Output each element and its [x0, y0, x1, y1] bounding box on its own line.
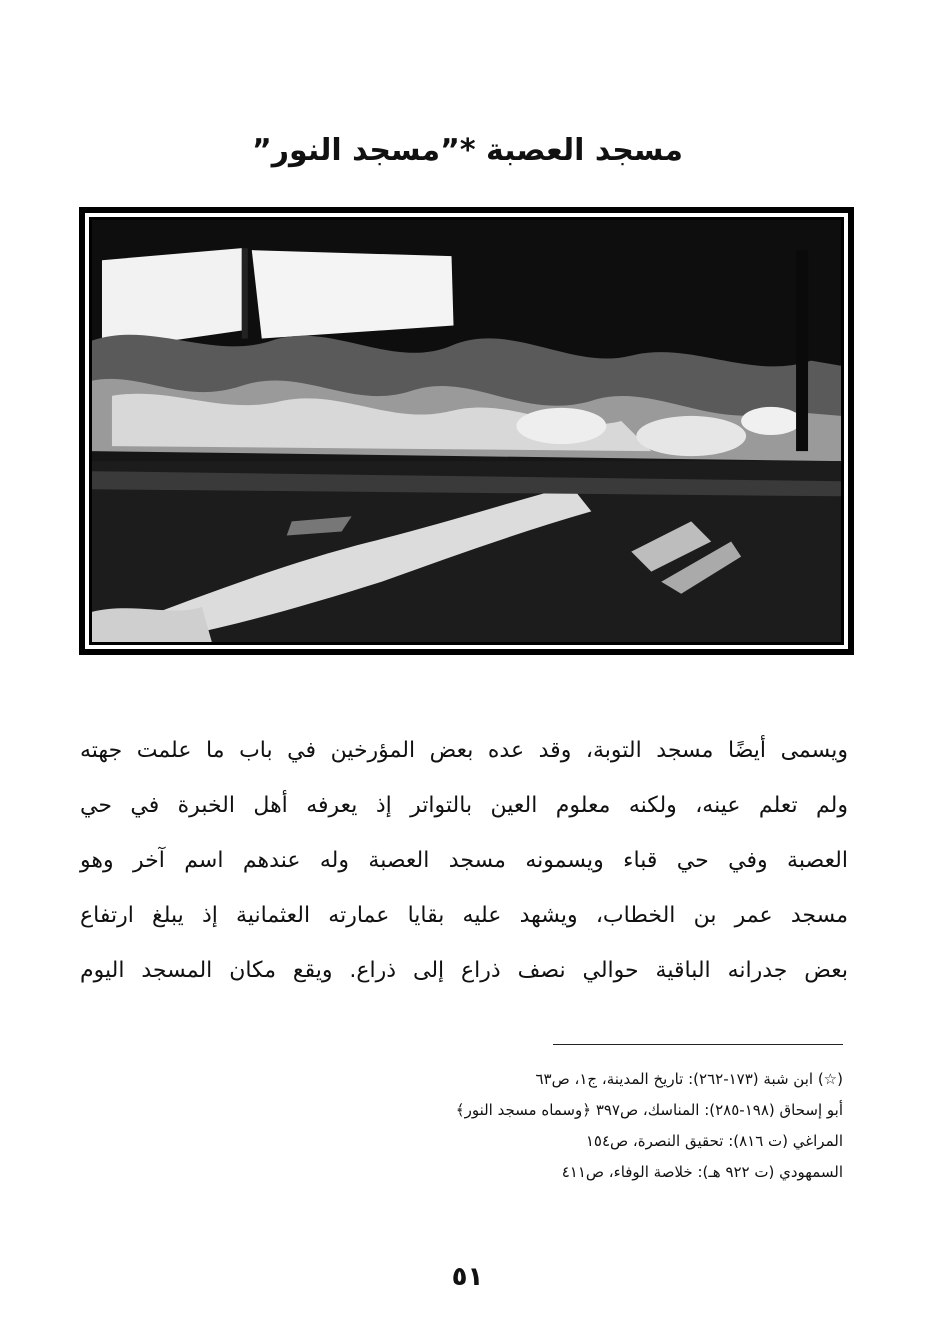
footnote: أبو إسحاق (١٩٨-٢٨٥): المناسك، ص٣٩٧ ﴿وسماه مسجد النور﴾ [455, 1101, 843, 1119]
footnote: المراغي (ت ٨١٦): تحقيق النصرة، ص١٥٤ [585, 1132, 843, 1150]
footnote-divider [553, 1044, 843, 1045]
footnote: (☆) ابن شبة (١٧٣-٢٦٢): تاريخ المدينة، ج١، ص٦٣ [535, 1070, 843, 1088]
photo-image-graphic [92, 220, 841, 642]
photo-image [89, 217, 844, 645]
page-number: ٥١ [451, 1262, 484, 1292]
body-paragraph [80, 723, 848, 998]
body-line: ويسمى أيضًا مسجد التوبة، وقد عده بعض المؤرخين في باب ما علمت جهته [80, 738, 848, 763]
body-line: بعض جدرانه الباقية حوالي نصف ذراع إلى ذراع. ويقع مكان المسجد اليوم [80, 958, 848, 983]
page-title: مسجد العصبة *”مسجد النور” [252, 133, 683, 168]
body-line: العصبة وفي حي قباء ويسمونه مسجد العصبة وله عندهم اسم آخر وهو [80, 848, 848, 873]
footnote: السمهودي (ت ٩٢٢ هـ): خلاصة الوفاء، ص٤١١ [561, 1163, 843, 1181]
body-line: ولم تعلم عينه، ولكنه معلوم العين بالتواتر إذ يعرفه أهل الخبرة في حي [80, 793, 848, 818]
body-line: مسجد عمر بن الخطاب، ويشهد عليه بقايا عمارته العثمانية إذ يبلغ ارتفاع [80, 903, 848, 928]
photo-frame [79, 207, 854, 655]
footnotes [223, 1064, 843, 1188]
